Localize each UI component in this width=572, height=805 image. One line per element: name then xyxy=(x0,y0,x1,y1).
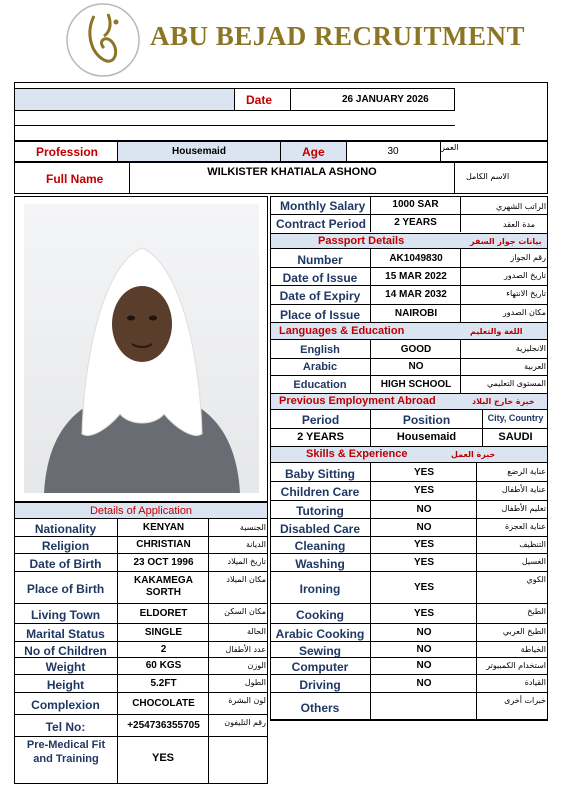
application-row-value: ELDORET xyxy=(139,608,188,619)
application-heading: Details of Application xyxy=(89,505,193,517)
skill-row-ar: عناية الأطفال xyxy=(501,485,546,494)
skill-row-ar: الغسيل xyxy=(521,557,546,566)
passport-row-ar: تاريخ الصدور xyxy=(504,271,546,280)
premedical-value: YES xyxy=(151,752,174,764)
application-row-label: Complexion xyxy=(31,698,100,712)
passport-row-ar: تاريخ الانتهاء xyxy=(506,289,546,298)
application-row-ar: الجنسية xyxy=(239,523,266,532)
skill-row-value: YES xyxy=(413,582,434,593)
skills-heading: Skills & Experience xyxy=(306,448,408,460)
passport-heading: Passport Details xyxy=(318,235,405,247)
skill-row-label: Sewing xyxy=(298,644,341,658)
language-row-ar: المستوى التعليمي xyxy=(486,379,546,388)
skill-row-ar: تعليم الأطفال xyxy=(501,504,546,513)
skill-row-value: YES xyxy=(413,485,434,496)
skill-row-ar: استخدام الكمبيوتر xyxy=(486,661,546,670)
application-row-ar: لون البشرة xyxy=(228,696,266,705)
language-row-ar: العربية xyxy=(524,362,546,371)
employment-heading-ar: خبرة خارج البلاد xyxy=(472,397,535,406)
application-row-label: Tel No: xyxy=(45,720,86,734)
passport-row-label: Date of Expiry xyxy=(279,289,361,303)
skill-row-value: NO xyxy=(416,644,432,655)
language-row-value: NO xyxy=(408,361,424,372)
employment-col-position: Position xyxy=(402,413,451,427)
language-row-value: GOOD xyxy=(400,344,432,355)
skill-row-value: NO xyxy=(416,522,432,533)
company-name: ABU BEJAD RECRUITMENT xyxy=(150,21,526,51)
skill-row-ar: عناية العجزة xyxy=(505,522,546,531)
application-row-ar: الديانة xyxy=(245,540,266,549)
application-row-value: 2 xyxy=(160,644,167,655)
language-row-label: Education xyxy=(293,379,347,391)
salary-ar: الراتب الشهري xyxy=(496,202,547,211)
application-row-ar: مكان السكن xyxy=(224,607,266,616)
employment-country: SAUDI xyxy=(498,431,533,443)
age-ar: العمر xyxy=(441,143,459,152)
passport-row-value: 15 MAR 2022 xyxy=(385,271,447,282)
company-logo xyxy=(64,2,142,78)
application-row-ar: عدد الأطفال xyxy=(225,645,266,654)
passport-row-ar: رقم الجواز xyxy=(510,253,546,262)
skill-row-value: YES xyxy=(413,467,434,478)
period-ar: مدة العقد xyxy=(503,220,535,229)
skill-row-value: NO xyxy=(416,678,432,689)
skill-row-label: Baby Sitting xyxy=(284,467,355,481)
employment-position: Housemaid xyxy=(396,431,457,443)
passport-row-value: 14 MAR 2032 xyxy=(385,289,447,300)
skill-row-value: YES xyxy=(413,608,434,619)
application-row-label: Weight xyxy=(45,660,86,674)
application-row-value: CHRISTIAN xyxy=(136,539,191,550)
language-row-value: HIGH SCHOOL xyxy=(380,379,452,390)
skill-row-ar: عناية الرضع xyxy=(507,467,546,476)
passport-row-label: Date of Issue xyxy=(282,271,358,285)
skill-row-ar: الطبخ xyxy=(527,607,546,616)
skills-heading-ar: خبرة العمل xyxy=(451,450,496,459)
skill-row-value: YES xyxy=(413,539,434,550)
skill-row-label: Cleaning xyxy=(294,539,346,553)
skill-row-ar: الطبخ العربي xyxy=(502,627,546,636)
language-row-ar: الانجليزية xyxy=(515,344,546,353)
application-row-ar: مكان الميلاد xyxy=(226,575,266,584)
application-row-value: 5.2FT xyxy=(150,678,177,689)
premedical-label: Pre-Medical Fit and Training xyxy=(26,739,106,765)
languages-heading-ar: اللغة والتعليم xyxy=(470,327,523,336)
skill-row-ar: الخياطة xyxy=(520,645,546,654)
application-row-label: Place of Birth xyxy=(26,582,105,596)
skill-row-value: NO xyxy=(416,627,432,638)
application-row-ar: الوزن xyxy=(247,661,266,670)
passport-row-ar: مكان الصدور xyxy=(502,308,546,317)
application-row-value: KENYAN xyxy=(142,522,185,533)
passport-heading-ar: بيانات جواز السفر xyxy=(470,237,542,246)
application-row-value: +254736355705 xyxy=(127,720,200,731)
employment-heading: Previous Employment Abroad xyxy=(279,395,436,407)
application-row-value: KAKAMEGA SORTH xyxy=(134,575,193,598)
employment-col-period: Period xyxy=(301,413,340,427)
salary-value: 1000 SAR xyxy=(392,199,439,210)
skill-row-ar: التنظيف xyxy=(519,540,546,549)
fullname-ar: الاسم الكامل xyxy=(466,172,510,181)
skill-row-label: Washing xyxy=(295,557,345,571)
application-row-value: 23 OCT 1996 xyxy=(133,557,194,568)
skill-row-label: Disabled Care xyxy=(279,522,361,536)
application-row-value: CHOCOLATE xyxy=(132,698,195,709)
skill-row-value: NO xyxy=(416,504,432,515)
application-row-ar: تاريخ الميلاد xyxy=(227,557,266,566)
application-row-ar: رقم التليفون xyxy=(224,718,266,727)
date-value: 26 JANUARY 2026 xyxy=(342,94,429,105)
application-row-value: 60 KGS xyxy=(145,660,182,671)
age-label: Age xyxy=(302,145,325,159)
skill-row-value: YES xyxy=(413,557,434,568)
skill-row-value: NO xyxy=(416,660,432,671)
skill-row-label: Children Care xyxy=(280,485,360,499)
passport-row-value: NAIROBI xyxy=(394,308,438,319)
fullname-label: Full Name xyxy=(46,172,104,186)
skill-row-label: Computer xyxy=(291,660,349,674)
language-row-label: English xyxy=(300,344,340,356)
application-row-label: Religion xyxy=(41,539,90,553)
skill-row-label: Arabic Cooking xyxy=(275,627,365,641)
age-value: 30 xyxy=(387,146,399,157)
skill-row-ar: خبرات أخرى xyxy=(504,696,546,705)
profession-label: Profession xyxy=(36,145,99,159)
date-label: Date xyxy=(246,93,273,107)
application-row-label: Nationality xyxy=(34,522,97,536)
skill-row-label: Ironing xyxy=(299,582,341,596)
employment-period: 2 YEARS xyxy=(297,431,344,443)
languages-heading: Languages & Education xyxy=(279,325,405,337)
period-value: 2 YEARS xyxy=(394,217,437,228)
profession-value: Housemaid xyxy=(172,146,226,157)
application-row-value: SINGLE xyxy=(144,627,183,638)
salary-label: Monthly Salary xyxy=(280,199,366,213)
skill-row-label: Tutoring xyxy=(296,504,344,518)
skill-row-label: Others xyxy=(300,701,340,715)
application-row-label: Living Town xyxy=(30,608,101,622)
candidate-photo xyxy=(24,204,259,493)
period-label: Contract Period xyxy=(276,217,367,231)
passport-row-label: Place of Issue xyxy=(279,308,361,322)
application-row-ar: الطول xyxy=(244,678,266,687)
application-row-ar: الحالة xyxy=(247,627,266,636)
skill-row-ar: الكوي xyxy=(526,575,546,584)
fullname-value: WILKISTER KHATIALA ASHONO xyxy=(207,166,377,178)
application-row-label: Height xyxy=(46,678,85,692)
skill-row-ar: القيادة xyxy=(524,678,546,687)
passport-row-value: AK1049830 xyxy=(389,253,443,264)
skill-row-label: Driving xyxy=(299,678,341,692)
application-row-label: Marital Status xyxy=(26,627,105,641)
passport-row-label: Number xyxy=(297,253,343,267)
application-row-label: No of Children xyxy=(24,644,107,658)
language-row-label: Arabic xyxy=(302,361,338,373)
application-row-label: Date of Birth xyxy=(29,557,102,571)
skill-row-label: Cooking xyxy=(296,608,344,622)
employment-col-country: City, Country xyxy=(487,413,544,423)
